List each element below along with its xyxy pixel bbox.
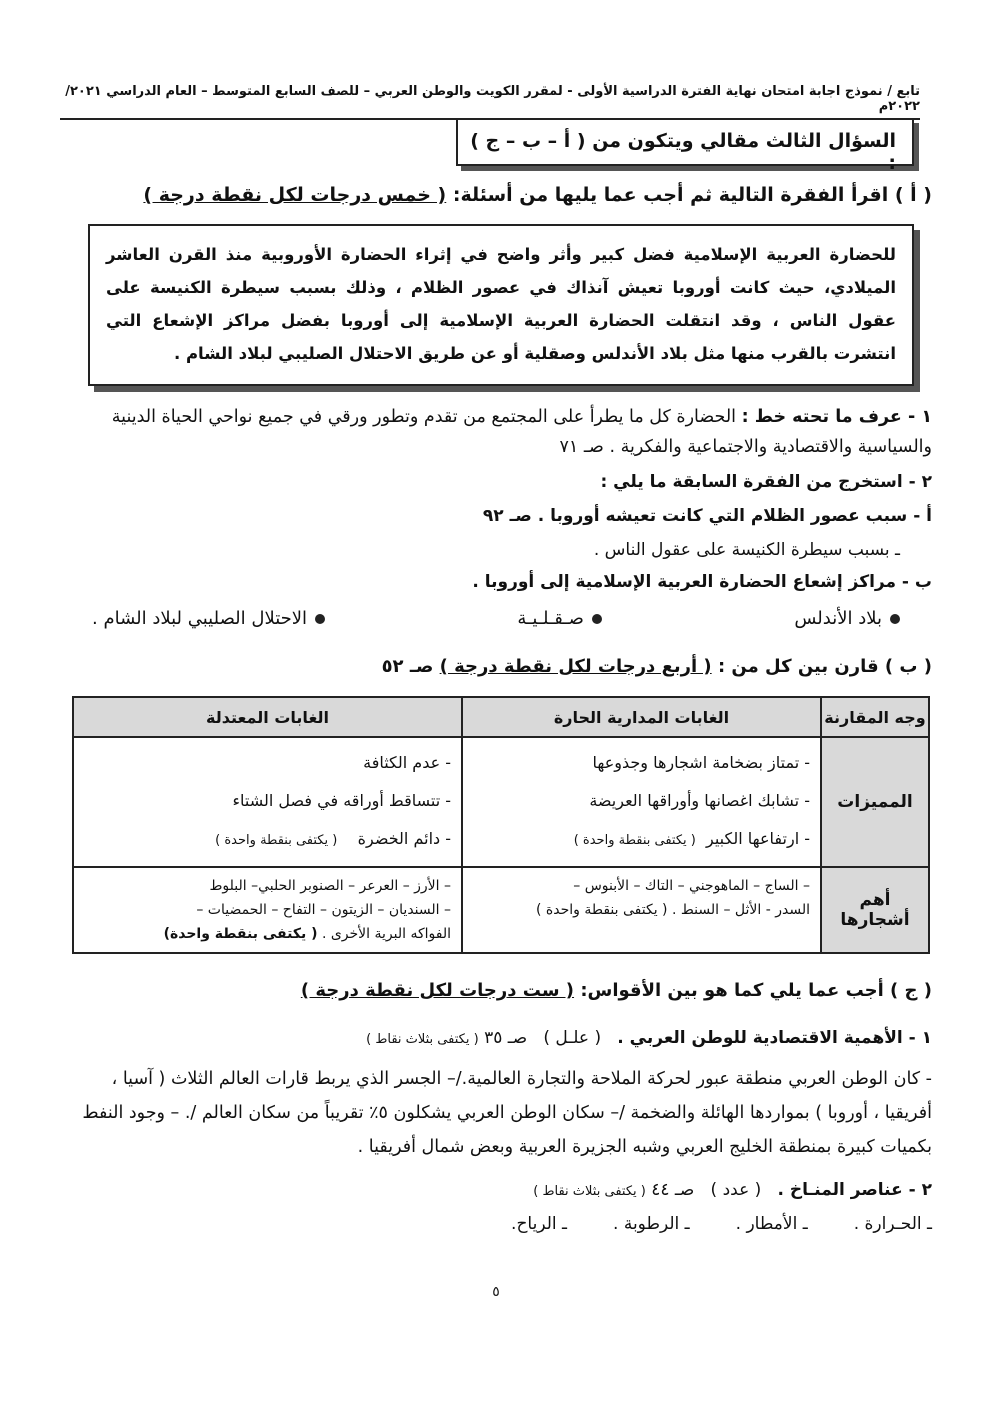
q2-a-answer: ـ بسبب سيطرة الكنيسة على عقول الناس .	[593, 540, 900, 560]
c2-label: ٢ - عناصر المنـاخ .	[777, 1180, 932, 1200]
section-a-label: ( أ ) اقرأ الفقرة التالية ثم أجب عما يليها من أسئلة:	[452, 184, 932, 206]
q2-a: أ - سبب عصور الظلام التي كانت تعيشه أوروبا . صـ ٩٢	[482, 506, 932, 526]
centers-list	[92, 608, 900, 629]
cell-line: - تمتاز بضخامة اشجارها وجذوعها	[592, 753, 810, 772]
bullet-icon	[592, 614, 602, 624]
table-header-row	[73, 697, 929, 737]
cell-line: - تشابك اغصانها وأوراقها العريضة	[589, 791, 810, 810]
cell-line: الفواكه البرية الأخرى . ( يكتفى بنقطة واحدة)	[163, 926, 451, 942]
cell-line: – الساج – الماهوجني – التاك – الأبنوس –	[573, 878, 810, 894]
cell-line: - دائم الخضرة ( يكتفى بنقطة واحدة )	[215, 829, 451, 848]
row-label: المميزات	[821, 737, 929, 867]
list-item: بلاد الأندلس	[794, 608, 900, 629]
q2-label: ٢ - استخرج من الفقرة السابقة ما يلي :	[600, 472, 932, 492]
question-three-box	[456, 118, 914, 174]
cell-line: – الأرز – العرعر – الصنوبر الحلبي– البلوط	[209, 878, 451, 894]
section-b-marks: ( أربع درجات لكل نقطة درجة )	[439, 656, 712, 677]
list-item: ـ الرطوبة .	[613, 1214, 690, 1234]
c1-answer: - كان الوطن العربي منطقة عبور لحركة الملاحة والتجارة العالمية./– الجسر الذي يربط قارات العالم الثلاث ( آسيا ، أفريقيا ، أوروبا ) بمواردها الهائلة والضخمة /– سكان الوطن العربي يشكلون ٥٪ تقريباً من سكان العالم /. – وجود النفط بكميات كبيرة بمنطقة الخليج العربي وشبه الجزيرة العربية وبعض شمال أفريقيا .	[82, 1069, 932, 1157]
cell-line: – السنديان – الزيتون – التفاح – الحمضيات –	[196, 902, 451, 918]
section-b-label: ( ب ) قارن بين كل من :	[717, 656, 932, 677]
cell-line: - عدم الكثافة	[363, 753, 451, 772]
section-b-heading	[382, 656, 932, 677]
table-header: الغابات المعتدلة	[73, 697, 462, 737]
table-cell	[462, 867, 821, 953]
c1-note: ( يكتفى بثلاث نقاط )	[366, 1032, 479, 1047]
c1-label: ١ - الأهمية الاقتصادية للوطن العربي .	[617, 1028, 932, 1048]
section-c-label: ( ج ) أجب عما يلي كما هو بين الأقواس:	[580, 980, 932, 1001]
table-cell	[73, 867, 462, 953]
cell-line: السدر - الأثل – السنط . ( يكتفى بنقطة واحدة )	[536, 902, 810, 918]
table-row	[73, 737, 929, 867]
comparison-table	[72, 696, 930, 954]
q1-block	[70, 402, 932, 462]
list-item: ـ الرياح.	[511, 1214, 568, 1234]
row-label: أهم أشجارها	[821, 867, 929, 953]
page-number: ٥	[492, 1284, 500, 1300]
table-header: الغابات المدارية الحارة	[462, 697, 821, 737]
cell-line: - تتساقط أوراقه في فصل الشتاء	[232, 791, 451, 810]
section-c-marks: ( ست درجات لكل نقطة درجة )	[300, 980, 575, 1001]
page-header: تابع / نموذج اجابة امتحان نهاية الفترة الدراسية الأولى - لمقرر الكويت والوطن العربي – للصف السابع المتوسط – العام الدراسي ٢٠٢١/ ٢٠٢٢م	[60, 84, 920, 120]
c2-type: ( عدد )	[710, 1180, 762, 1200]
c1-page: صـ ٣٥	[484, 1028, 528, 1048]
table-cell	[73, 737, 462, 867]
c2-note: ( يكتفى بثلاث نقاط )	[533, 1184, 646, 1199]
q2-b: ب - مراكز إشعاع الحضارة العربية الإسلامية إلى أوروبا .	[472, 572, 932, 592]
q1-answer: الحضارة كل ما يطرأ على المجتمع من تقدم وتطور ورقي في جميع نواحي الحياة الدينية والسياسية والاقتصادية والاجتماعية والفكرية .	[111, 407, 932, 457]
section-a-heading	[143, 184, 932, 206]
cell-line: - ارتفاعها الكبير ( يكتفى بنقطة واحدة )	[573, 829, 810, 848]
table-header: وجه المقارنة	[821, 697, 929, 737]
list-item: ـ الحـرارة .	[853, 1214, 932, 1234]
reading-passage: للحضارة العربية الإسلامية فضل كبير وأثر واضح في إثراء الحضارة الأوروبية منذ القرن العاشر الميلادي، حيث كانت أوروبا تعيش آنذاك في عصور الظلام ، وذلك بسبب سيطرة الكنيسة على عقول الناس ، وقد انتقلت الحضارة العربية الإسلامية إلى أوروبا بفضل مراكز الإشعاع التي انتشرت بالقرب منها مثل بلاد الأندلس وصقلية أو عن طريق الاحتلال الصليبي لبلاد الشام .	[88, 224, 914, 386]
question-three-title: السؤال الثالث مقالي ويتكون من ( أ – ب – ج ) :	[470, 130, 896, 174]
list-item: الاحتلال الصليبي لبلاد الشام .	[92, 608, 325, 629]
table-row	[73, 867, 929, 953]
c1-heading	[366, 1028, 932, 1048]
section-a-marks: ( خمس درجات لكل نقطة درجة )	[143, 184, 447, 206]
list-item: صـقـلـيـة	[517, 608, 602, 629]
c1-type: ( علـل )	[543, 1028, 602, 1048]
section-c-heading	[301, 980, 932, 1001]
section-b-page: صـ ٥٢	[381, 656, 434, 677]
c2-page: صـ ٤٤	[651, 1180, 695, 1200]
c2-heading	[533, 1180, 932, 1200]
table-cell	[462, 737, 821, 867]
list-item: ـ الأمطار .	[735, 1214, 808, 1234]
bullet-icon	[315, 614, 325, 624]
c2-items	[511, 1214, 932, 1234]
q1-page: صـ ٧١	[559, 437, 604, 457]
bullet-icon	[890, 614, 900, 624]
q1-label: ١ - عرف ما تحته خط :	[741, 407, 932, 427]
